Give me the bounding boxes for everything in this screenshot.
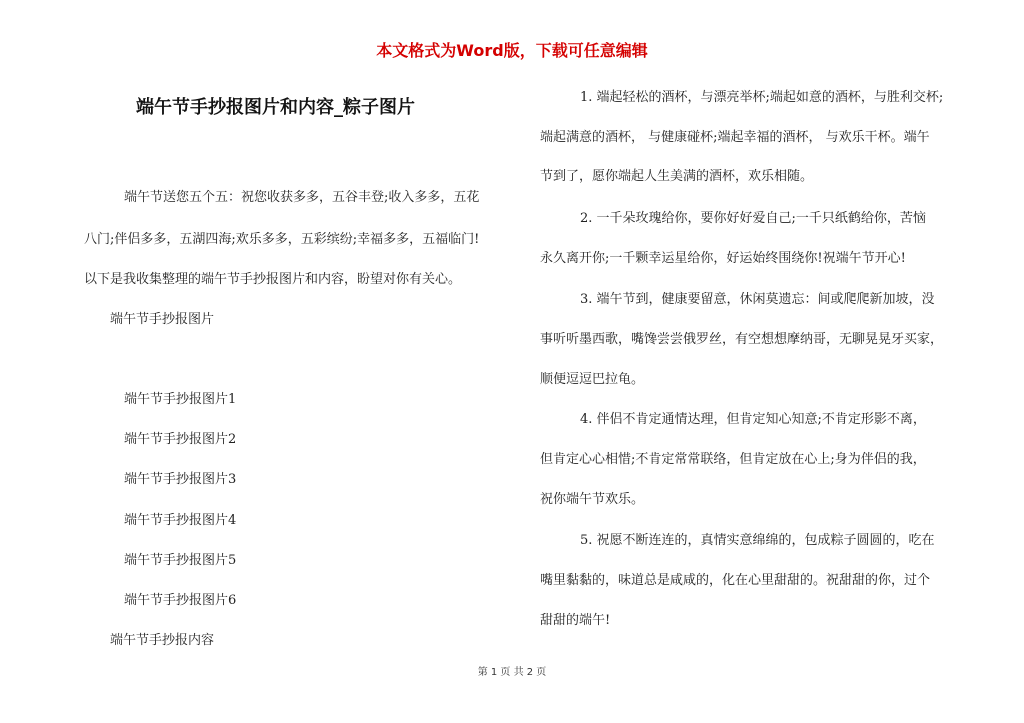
image-caption-5: 端午节手抄报图片5 (124, 553, 237, 568)
blessing-line-5: 永久离开你;一千颗幸运星给你，好运始终围绕你!祝端午节开心! (540, 251, 906, 266)
image-caption-2: 端午节手抄报图片2 (124, 432, 237, 447)
blessing-line-4: 2. 一千朵玫瑰给你，要你好好爱自己;一千只纸鹤给你，苦恼 (580, 211, 926, 226)
image-caption-3: 端午节手抄报图片3 (124, 472, 237, 487)
blessing-line-13: 嘴里黏黏的，味道总是咸咸的，化在心里甜甜的。祝甜甜的你，过个 (540, 573, 931, 588)
blessing-line-9: 4. 伴侣不肯定通情达理，但肯定知心知意;不肯定形影不离， (580, 412, 926, 427)
page-number: 第 1 页 共 2 页 (477, 667, 547, 678)
section-heading-content: 端午节手抄报内容 (110, 633, 215, 648)
image-caption-1: 端午节手抄报图片1 (124, 392, 237, 407)
intro-line-1: 端午节送您五个五：祝您收获多多，五谷丰登;收入多多，五花 (124, 190, 480, 205)
blessing-line-8: 顺便逗逗巴拉龟。 (540, 372, 645, 387)
blessing-line-3: 节到了，愿你端起人生美满的酒杯，欢乐相随。 (540, 169, 814, 184)
image-caption-4: 端午节手抄报图片4 (124, 513, 237, 528)
blessing-line-7: 事听听墨西歌，嘴馋尝尝俄罗丝，有空想想摩纳哥，无聊晃晃牙买家， (540, 332, 944, 347)
document-title: 端午节手抄报图片和内容_粽子图片 (136, 97, 415, 118)
blessing-line-1: 1. 端起轻松的酒杯，与漂亮举杯;端起如意的酒杯，与胜利交杯; (580, 90, 944, 105)
image-caption-6: 端午节手抄报图片6 (124, 593, 237, 608)
intro-line-3: 以下是我收集整理的端午节手抄报图片和内容，盼望对你有关心。 (84, 272, 462, 287)
blessing-line-2: 端起满意的酒杯， 与健康碰杯;端起幸福的酒杯， 与欢乐干杯。端午 (540, 130, 930, 145)
blessing-line-10: 但肯定心心相惜;不肯定常常联络，但肯定放在心上;身为伴侣的我， (540, 452, 926, 467)
blessing-line-11: 祝你端午节欢乐。 (540, 492, 645, 507)
download-banner: 本文格式为Word版，下载可任意编辑 (376, 41, 648, 60)
blessing-line-12: 5. 祝愿不断连连的，真情实意绵绵的，包成粽子圆圆的，吃在 (580, 533, 935, 548)
blessing-line-14: 甜甜的端午! (540, 613, 611, 628)
intro-line-2: 八门;伴侣多多，五湖四海;欢乐多多，五彩缤纷;幸福多多，五福临门! (84, 232, 480, 247)
section-heading-images: 端午节手抄报图片 (110, 312, 215, 327)
blessing-line-6: 3. 端午节到，健康要留意，休闲莫遗忘：间或爬爬新加坡，没 (580, 292, 935, 307)
